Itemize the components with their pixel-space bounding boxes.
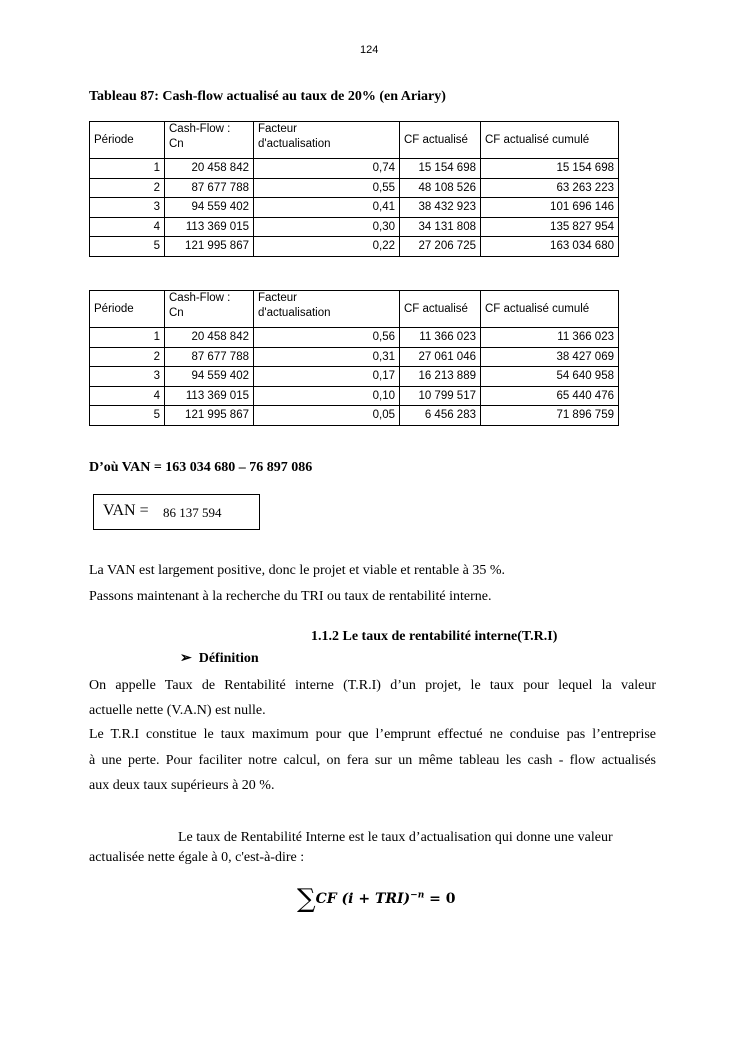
column-header: CF actualisé cumulé (481, 291, 619, 328)
page-number: 124 (360, 44, 379, 56)
table-cell: 6 456 283 (400, 406, 481, 426)
table-cell: 0,30 (254, 217, 400, 237)
table-cell: 0,41 (254, 198, 400, 218)
table-cell: 1 (90, 328, 165, 348)
paragraph-line: à une perte. Pour faciliter notre calcul, on fera sur un même tableau les cash - flow actualisés (89, 753, 656, 768)
table-cell: 48 108 526 (400, 178, 481, 198)
table-cell: 135 827 954 (481, 217, 619, 237)
table-cell: 3 (90, 198, 165, 218)
table-row (90, 347, 619, 367)
table-cell: 87 677 788 (165, 347, 254, 367)
table-cell: 0,22 (254, 237, 400, 257)
table-title: Tableau 87: Cash-flow actualisé au taux de 20% (en Ariary) (89, 89, 446, 104)
table-cell: 5 (90, 406, 165, 426)
column-header: Cash-Flow : Cn (165, 291, 254, 328)
van-value: 86 137 594 (163, 505, 222, 520)
paragraph-line: On appelle Taux de Rentabilité interne (T.R.I) d’un projet, le taux pour lequel la valeur (89, 678, 656, 693)
table-row (90, 367, 619, 387)
table-row (90, 159, 619, 179)
table-cell: 121 995 867 (165, 237, 254, 257)
section-heading: 1.1.2 Le taux de rentabilité interne(T.R.I) (311, 629, 558, 644)
paragraph-line: actualisée nette égale à 0, c'est-à-dire : (89, 850, 305, 865)
tri-formula: ∑CF (i + TRI)$^{-n}$ = 0 (297, 884, 456, 914)
column-header: Période (90, 291, 165, 328)
table-row (90, 328, 619, 348)
table-header-row (90, 291, 619, 328)
table-cell: 71 896 759 (481, 406, 619, 426)
column-header: Cash-Flow : Cn (165, 122, 254, 159)
table-cell: 54 640 958 (481, 367, 619, 387)
table-cell: 1 (90, 159, 165, 179)
table-cell: 3 (90, 367, 165, 387)
table-cell: 113 369 015 (165, 386, 254, 406)
table-cell: 4 (90, 217, 165, 237)
table-cell: 94 559 402 (165, 198, 254, 218)
arrow-bullet-icon: ➢ (180, 651, 199, 666)
table-cell: 113 369 015 (165, 217, 254, 237)
table-row (90, 178, 619, 198)
table-cell: 5 (90, 237, 165, 257)
column-header: Facteur d'actualisation (254, 291, 400, 328)
paragraph-line: Le T.R.I constitue le taux maximum pour que l’emprunt effectué ne conduise pas l’entreprise (89, 727, 656, 742)
table-cell: 20 458 842 (165, 159, 254, 179)
paragraph: La VAN est largement positive, donc le projet et viable et rentable à 35 %. (89, 563, 505, 578)
table-cell: 4 (90, 386, 165, 406)
table-cell: 0,31 (254, 347, 400, 367)
table-cell: 0,17 (254, 367, 400, 387)
table-cell: 16 213 889 (400, 367, 481, 387)
column-header: CF actualisé (400, 291, 481, 328)
table-row (90, 237, 619, 257)
table-cell: 0,10 (254, 386, 400, 406)
table-cell: 87 677 788 (165, 178, 254, 198)
column-header: CF actualisé (400, 122, 481, 159)
discounted-cashflow-table-2 (89, 290, 619, 426)
table-cell: 2 (90, 178, 165, 198)
table-cell: 63 263 223 (481, 178, 619, 198)
table-row (90, 198, 619, 218)
table-cell: 0,74 (254, 159, 400, 179)
van-result-box (93, 494, 260, 530)
discounted-cashflow-table-20 (89, 121, 619, 257)
table-cell: 0,56 (254, 328, 400, 348)
table-cell: 11 366 023 (481, 328, 619, 348)
paragraph: Passons maintenant à la recherche du TRI ou taux de rentabilité interne. (89, 589, 492, 604)
van-label: VAN = (103, 502, 149, 519)
column-header: Période (90, 122, 165, 159)
table-cell: 163 034 680 (481, 237, 619, 257)
table-cell: 101 696 146 (481, 198, 619, 218)
table-cell: 20 458 842 (165, 328, 254, 348)
table-header-row (90, 122, 619, 159)
paragraph-line: Le taux de Rentabilité Interne est le taux d’actualisation qui donne une valeur (178, 830, 613, 845)
column-header: CF actualisé cumulé (481, 122, 619, 159)
column-header: Facteur d'actualisation (254, 122, 400, 159)
table-cell: 38 427 069 (481, 347, 619, 367)
van-equation: D’où VAN = 163 034 680 – 76 897 086 (89, 460, 313, 475)
table-cell: 0,55 (254, 178, 400, 198)
table-cell: 15 154 698 (400, 159, 481, 179)
table-cell: 10 799 517 (400, 386, 481, 406)
table-cell: 27 206 725 (400, 237, 481, 257)
table-cell: 0,05 (254, 406, 400, 426)
definition-heading: ➢ Définition (180, 651, 259, 666)
table-cell: 38 432 923 (400, 198, 481, 218)
table-cell: 121 995 867 (165, 406, 254, 426)
paragraph-line: aux deux taux supérieurs à 20 %. (89, 778, 275, 793)
table-row (90, 217, 619, 237)
table-cell: 34 131 808 (400, 217, 481, 237)
paragraph-line: actuelle nette (V.A.N) est nulle. (89, 703, 266, 718)
table-cell: 15 154 698 (481, 159, 619, 179)
table-cell: 2 (90, 347, 165, 367)
table-row (90, 386, 619, 406)
table-cell: 65 440 476 (481, 386, 619, 406)
table-cell: 11 366 023 (400, 328, 481, 348)
table-cell: 27 061 046 (400, 347, 481, 367)
table-row (90, 406, 619, 426)
table-cell: 94 559 402 (165, 367, 254, 387)
